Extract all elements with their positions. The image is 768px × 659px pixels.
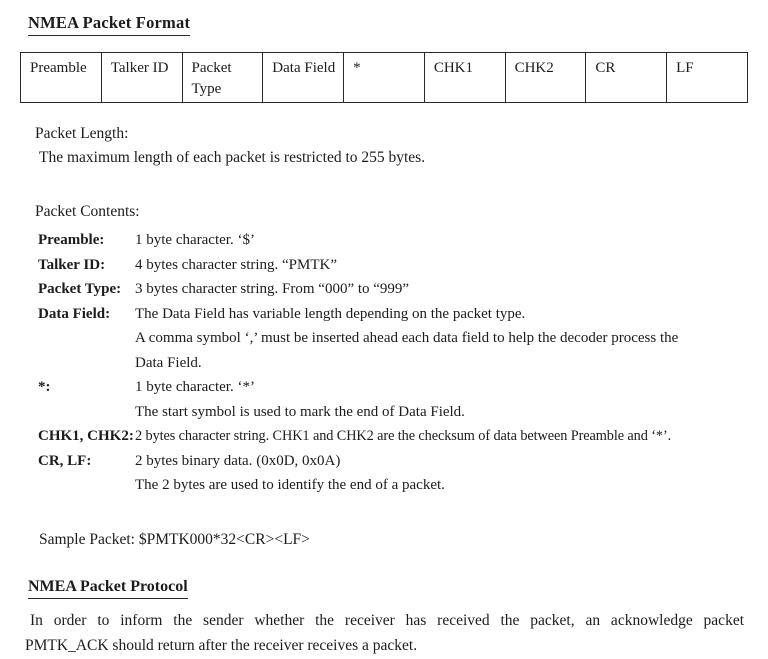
- table-cell-data-field: Data Field: [263, 53, 344, 103]
- definition-row-star: [38, 375, 768, 424]
- definition-line: 4 bytes character string. “PMTK”: [135, 256, 338, 273]
- definition-term: Preamble:: [38, 232, 105, 248]
- definition-row-chk1-chk2: [38, 424, 768, 449]
- protocol-paragraph: [25, 608, 744, 659]
- definition-term: Packet Type:: [38, 281, 122, 297]
- table-cell-chk2: CHK2: [505, 53, 586, 103]
- protocol-paragraph-line: PMTK_ACK should return after the receiver receives a packet.: [25, 637, 418, 654]
- table-cell-talker-id: Talker ID: [101, 53, 182, 103]
- table-cell-preamble: Preamble: [21, 53, 102, 103]
- definition-row-preamble: [38, 228, 768, 253]
- definition-line: A comma symbol ‘,’ must be inserted ahead each data field to help the decoder process the: [135, 330, 679, 346]
- table-row: [21, 53, 748, 103]
- packet-format-table: [20, 52, 748, 103]
- definition-term: CR, LF:: [38, 452, 92, 469]
- definition-term: *:: [38, 379, 51, 395]
- definition-row-cr-lf: [38, 449, 768, 498]
- table-cell-cr: CR: [586, 53, 667, 103]
- table-cell-lf: LF: [667, 53, 748, 103]
- definition-line: 1 byte character. ‘$’: [135, 232, 255, 248]
- page-title: [28, 13, 768, 36]
- packet-length-heading: Packet Length:: [35, 125, 129, 142]
- sample-packet-line: Sample Packet: $PMTK000*32<CR><LF>: [39, 530, 310, 548]
- protocol-heading-text: NMEA Packet Protocol: [28, 578, 188, 599]
- definition-row-data-field: [38, 302, 768, 376]
- page-title-text: NMEA Packet Format: [28, 13, 190, 36]
- protocol-heading: [28, 578, 768, 599]
- definition-line: 1 byte character. ‘*’: [135, 379, 255, 395]
- definition-line: 3 bytes character string. From “000” to “999”: [135, 281, 410, 297]
- packet-contents-list: [38, 228, 768, 498]
- document-page: [0, 13, 768, 654]
- packet-contents-heading: Packet Contents:: [35, 203, 140, 220]
- definition-line: The start symbol is used to mark the end of Data Field.: [135, 403, 465, 420]
- definition-row-talker-id: [38, 253, 768, 278]
- definition-line: Data Field.: [135, 354, 202, 371]
- table-cell-chk1: CHK1: [424, 53, 505, 103]
- definition-line: The Data Field has variable length depending on the packet type.: [135, 305, 526, 322]
- definition-line: 2 bytes character string. CHK1 and CHK2 are the checksum of data between Preamble and ‘*’.: [135, 428, 672, 444]
- protocol-paragraph-line: In order to inform the sender whether the receiver has received the packet, an acknowledge packet: [30, 611, 744, 629]
- definition-row-packet-type: [38, 277, 768, 302]
- definition-term: Data Field:: [38, 305, 111, 322]
- table-cell-packet-type: Packet Type: [182, 53, 263, 103]
- definition-term: CHK1, CHK2:: [38, 428, 134, 444]
- definition-term: Talker ID:: [38, 256, 106, 273]
- packet-length-body: The maximum length of each packet is restricted to 255 bytes.: [39, 149, 426, 166]
- definition-line: 2 bytes binary data. (0x0D, 0x0A): [135, 452, 341, 469]
- definition-line: The 2 bytes are used to identify the end of a packet.: [135, 477, 445, 493]
- table-cell-star: *: [344, 53, 425, 103]
